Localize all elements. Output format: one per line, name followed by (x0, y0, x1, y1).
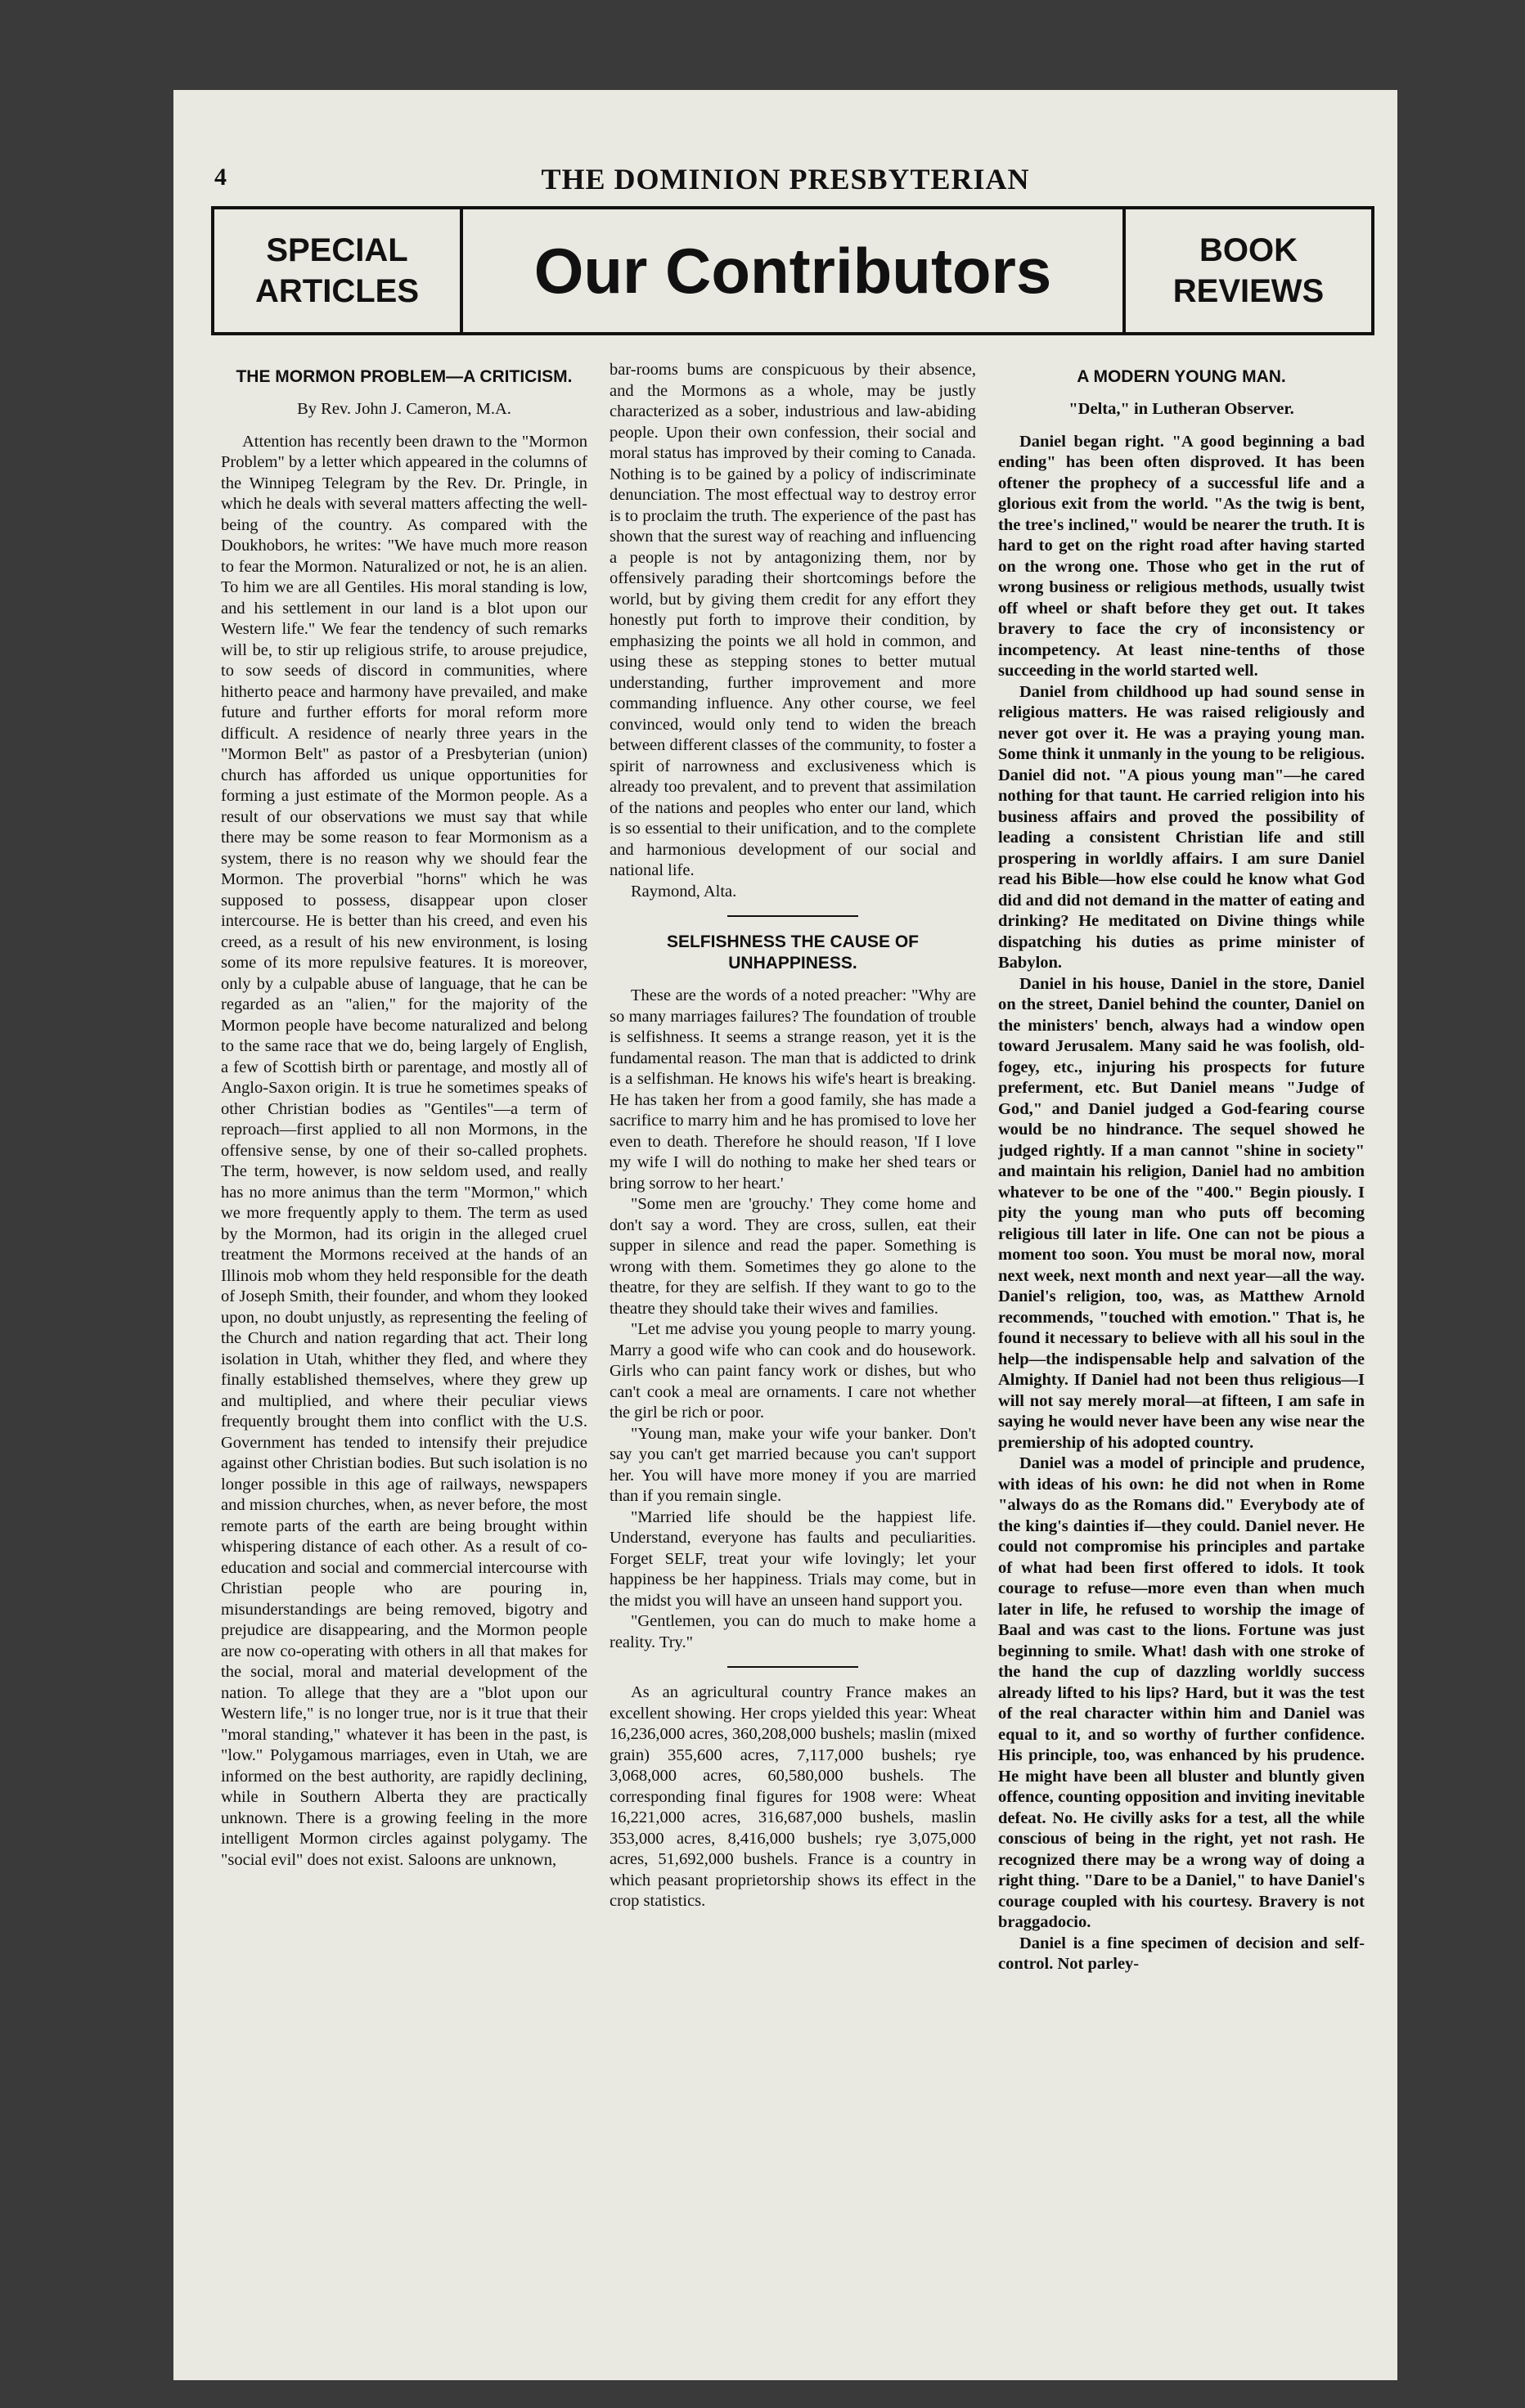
article-headline-selfishness: SELFISHNESS THE CAUSE OF UNHAPPINESS. (666, 932, 920, 973)
article-headline-daniel: A MODERN YOUNG MAN. (1077, 367, 1286, 386)
article-paragraph: "Some men are 'grouchy.' They come home and don't say a word. They are cross, sullen, eat their supper in silence and read the paper. Something is wrong with them. Sometimes they go alone to the theatre, for they are selfish. If they want to go to the theatre they should take their wives and families. (610, 1195, 976, 1318)
running-head: THE DOMINION PRESBYTERIAN (541, 163, 1030, 195)
article-paragraph: "Let me advise you young people to marry young. Marry a good wife who can cook and do housework. Girls who can paint fancy work or dishes, but who can't cook a meal are ornaments. I care not whether the girl be rich or poor. (610, 1320, 976, 1422)
article-paragraph: Daniel was a model of principle and prudence, with ideas of his own: he did not when in Rome "always do as the Romans did." Everybody ate of the king's dainties if—they could. Daniel never. He could not compromise his principles and partake of what had been first offered to idols. It took courage to refuse—more even than when much later in life, he refused to worship the image of Baal and was cast to the lions. Fortune was just beginning to smile. What! dash with one stroke of the hand the cup of dazzling worldly success already lifted to his lips? Hard, but it was the test of the real character within him and Daniel was equal to it, and so worthy of further confidence. His principle, too, was enhanced by his prudence. He might have been all bluster and bluntly given offence, counting opposition and inviting inevitable defeat. No. He civilly asks for a test, all the while conscious of being in the right, yet not rash. He recognized there may be a wrong way of doing a right thing. "Dare to be a Daniel," to have Daniel's courage coupled with his courtesy. Bravery is not braggadocio. (998, 1454, 1365, 1931)
article-byline-mormon: By Rev. John J. Cameron, M.A. (297, 400, 511, 418)
divider-rule (727, 1666, 858, 1668)
article-paragraph: Daniel from childhood up had sound sense in religious matters. He was raised religiously and never got over it. He was a praying young man. Some think it unmanly in the young to be religious. Daniel did not. "A pious young man"—he cared nothing for that taunt. He carried religion into his business affairs and proved the possibility of leading a consistent Christian life and still prospering in worldly affairs. I am sure Daniel read his Bible—how else could he know what God did and did not demand in the matter of eating and drinking? He meditated on Divine things while dispatching his duties as prime minister of Babylon. (998, 682, 1365, 972)
banner-right-line-1: BOOK (1199, 232, 1298, 268)
article-paragraph: These are the words of a noted preacher: "Why are so many marriages failures? The foundation of trouble is selfishness. It seems a strange reason, yet it is the fundamental reason. The man that is addicted to drink is a selfishman. He knows his wife's heart is breaking. He has taken her from a good family, she has made a sacrifice to marry him and he has promised to love her even to death. Therefore he should reason, 'If I love my wife I will do nothing to make her shed tears or bring sorrow to her heart.' (610, 986, 976, 1193)
article-byline-daniel: "Delta," in Lutheran Observer. (1068, 400, 1294, 418)
article-paragraph: "Married life should be the happiest life. Understand, everyone has faults and peculiarities. Forget SELF, treat your wife lovingly; let your happiness be her happiness. Trials may come, but in the midst you will have an unseen hand support you. (610, 1507, 976, 1610)
column-3 (998, 360, 1365, 2356)
column-2 (610, 360, 976, 2356)
article-paragraph: "Gentlemen, you can do much to make home a reality. Try." (610, 1612, 976, 1651)
article-paragraph: Attention has recently been drawn to the "Mormon Problem" by a letter which appeared in the columns of the Winnipeg Telegram by the Rev. Dr. Pringle, in which he deals with several matters affecting the well-being of the country. As compared with the Doukhobors, he writes: "We have much more reason to fear the Mormon. Naturalized or not, he is an alien. To him we are all Gentiles. His moral standing is low, and his settlement in our land is a blot upon our Western life." We fear the tendency of such remarks will be, to stir up religious strife, to arouse prejudice, to sow seeds of discord in communities, where hitherto peace and harmony have prevailed, and make future and further efforts for moral reform more difficult. A residence of nearly three years in the "Mormon Belt" as pastor of a Presbyterian (union) church has afforded us unique opportunities for forming a just estimate of the Mormon people. As a result of our observations we must say that while there may be some reason to fear Mormonism as a system, there is no reason why we should fear the Mormon. The proverbial "horns" which he was supposed to possess, disappear upon closer intercourse. He is better than his creed, and even his creed, as a result of his new environment, is losing some of its more repulsive features. It is moreover, only by a culpable abuse of language, that he can be regarded as an "alien," for the majority of the Mormon people have become naturalized and belong to the same race that we do, being largely of English, a few of Scottish birth or parentage, and mostly all of Anglo-Saxon origin. It is true he sometimes speaks of other Christian bodies as "Gentiles"—a term of reproach—first applied to all non Mormons, in the offensive sense, by one of their so-called prophets. The term, however, is now seldom used, and really has no more animus than the term "Mormon," which we more frequently apply to them. The term as used by the Mormon, had its origin in the alleged cruel treatment the Mormons received at the hands of an Illinois mob whom they held responsible for the death of Joseph Smith, their founder, and whom they looked upon, no doubt unjustly, as representing the feeling of the Church and nation regarding that act. Their long isolation in Utah, whither they fled, and where they finally established themselves, where they grew up and multiplied, and where their peculiar views frequently brought them into conflict with the U.S. Government has tended to intensify their prejudice against other Christian bodies. But such isolation is no longer possible in this age of railways, newspapers and mission churches, when, as never before, the most remote parts of the earth are being brought within whispering distance of each other. As a result of co-education and social and commercial intercourse with Christian people who are pouring in, misunderstandings are being removed, bigotry and prejudice are disappearing, and the Mormon people are now co-operating with others in all that makes for the social, moral and material development of the nation. To allege that they are a "blot upon our Western life," is no longer true, nor is it true that their "moral standing," whatever it has been in the past, is "low." Polygamous marriages, even in Utah, we are informed on the best authority, are rapidly declining, while in Southern Alberta they are practically unknown. There is a growing feeling in the more intelligent Mormon circles against polygamy. The "social evil" does not exist. Saloons are unknown, (221, 432, 587, 1869)
article-paragraph: Daniel is a fine specimen of decision and self-control. Not parley- (998, 1934, 1365, 1973)
article-paragraph-france: As an agricultural country France makes an excellent showing. Her crops yielded this year: Wheat 16,236,000 acres, 360,208,000 bushels; maslin (mixed grain) 355,600 acres, 7,117,000 bushels; rye 3,068,000 acres, 60,580,000 bushels. The corresponding final figures for 1908 were: Wheat 16,221,000 acres, 316,687,000 bushels, maslin 353,000 acres, 8,416,000 bushels; rye 3,075,000 acres, 51,692,000 bushels. France is a country in which peasant proprietorship shows its effect in the crop statistics. (610, 1683, 976, 1910)
article-headline-mormon: THE MORMON PROBLEM—A CRITICISM. (236, 367, 573, 386)
divider-rule (727, 915, 858, 917)
article-paragraph: Daniel in his house, Daniel in the store, Daniel on the street, Daniel behind the counter, Daniel on the ministers' bench, always had a window open toward Jerusalem. Many said he was foolish, old-fogey, etc., injuring his prospects for future preferment, etc. But Daniel means "Judge of God," and Daniel judged a God-fearing course would be no hindrance. The sequel showed he judged rightly. If a man cannot "shine in society" and maintain his religion, Daniel had no ambition whatever to be one of the "400." Begin piously. I pity the young man who puts off becoming religious till later in life. One can not be pious a moment too soon. You must be moral now, moral next week, next month and next year—all the way. Daniel's religion, too, was, as Matthew Arnold recommends, "touched with emotion." That is, he found it necessary to believe with all his soul in the help—the indispensable help and salvation of the Almighty. If Daniel had not been thus religious—I will not say merely moral—at fifteen, I am safe in saying he would never have been any wise near the premiership of his adopted country. (998, 974, 1365, 1452)
section-banner (211, 206, 1374, 335)
banner-right-line-2: REVIEWS (1172, 273, 1325, 309)
article-signoff: Raymond, Alta. (631, 882, 737, 901)
column-1 (221, 360, 587, 2356)
newspaper-page (173, 90, 1397, 2380)
article-paragraph: "Young man, make your wife your banker. Don't say you can't get married because you can't support her. You will have more money if you are married than if you remain single. (610, 1424, 976, 1505)
article-paragraph: Daniel began right. "A good beginning a bad ending" has been often disproved. It has been oftener the prophecy of a successful life and a glorious exit from the world. "As the twig is bent, the tree's inclined," would be nearer the truth. It is hard to get on the right road after having started on the wrong one. Those who get in the rut of wrong business or religious methods, usually twist off wheel or shaft before they get out. It takes bravery to face the cry of inconsistency or incompetency. At least nine-tenths of those succeeding in the world started well. (998, 432, 1365, 680)
banner-left-line-1: SPECIAL (266, 232, 408, 268)
banner-title: Our Contributors (533, 234, 1052, 307)
banner-left-line-2: ARTICLES (255, 273, 419, 309)
page-number: 4 (214, 164, 227, 191)
special-articles-box (214, 209, 463, 332)
article-columns (211, 360, 1374, 2356)
book-reviews-box (1122, 209, 1371, 332)
article-continuation: bar-rooms bums are conspicuous by their absence, and the Mormons as a whole, may be justly characterized as a sober, industrious and law-abiding people. Upon their own confession, their social and moral status has improved by their coming to Canada. Nothing is to be gained by a policy of indiscriminate denunciation. The most effectual way to destroy error is to proclaim the truth. The experience of the past has shown that the surest way of reaching and influencing a people is not by antagonizing them, nor by offensively parading their shortcomings before the world, but by giving them credit for any effort they honestly put forth to improve their condition, by emphasizing the points we all hold in common, and using these as stepping stones to better mutual understanding, further improvement and more commanding influence. Any other course, we feel convinced, would only tend to widen the breach between different classes of the community, to foster a spirit of narrowness and exclusiveness which is already too prevalent, and to prevent that assimilation of the nations and peoples who enter our land, which is so essential to their unification, and to the complete and harmonious development of our social and national life. (610, 361, 976, 879)
